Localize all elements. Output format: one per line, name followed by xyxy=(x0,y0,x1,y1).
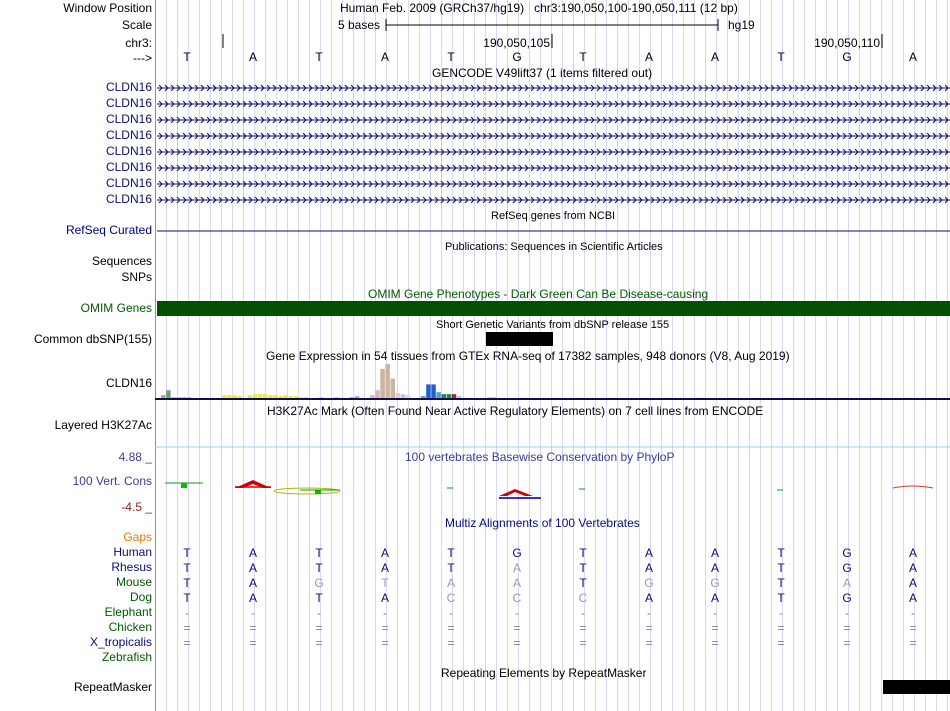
multiz-base: - xyxy=(713,606,717,620)
multiz-alignment[interactable] xyxy=(155,528,950,663)
multiz-species-label[interactable]: Rhesus xyxy=(111,560,152,574)
multiz-base: T xyxy=(183,576,191,590)
gtex-tissue-bar xyxy=(350,397,355,398)
gtex-tissue-bar xyxy=(355,396,360,398)
multiz-base: = xyxy=(579,636,587,650)
h3k27ac-label[interactable]: Layered H3K27Ac xyxy=(54,418,152,432)
window-position-value: Human Feb. 2009 (GRCh37/hg19) chr3:190,050,100-190,050,111 (12 bp) xyxy=(340,1,738,15)
multiz-base: T xyxy=(579,576,587,590)
ruler-base: A xyxy=(248,50,258,64)
multiz-base: A xyxy=(710,561,720,575)
multiz-base: A xyxy=(842,576,852,590)
multiz-base: = xyxy=(183,621,191,635)
multiz-base: A xyxy=(380,591,390,605)
gtex-tissue-bar xyxy=(278,396,283,398)
multiz-species-label[interactable]: Mouse xyxy=(115,575,152,589)
multiz-base: T xyxy=(315,561,323,575)
multiz-base: T xyxy=(315,591,323,605)
multiz-base: = xyxy=(645,636,653,650)
multiz-base: A xyxy=(710,591,720,605)
gencode-gene-label[interactable]: CLDN16 xyxy=(105,128,152,142)
publications-sequences-label[interactable]: Sequences xyxy=(91,254,152,268)
gtex-bar-chart[interactable] xyxy=(155,360,950,402)
multiz-base: A xyxy=(248,546,258,560)
multiz-base: - xyxy=(779,606,783,620)
multiz-base: A xyxy=(248,576,258,590)
dbsnp-label[interactable]: Common dbSNP(155) xyxy=(33,332,152,346)
phylop-mark xyxy=(274,488,340,494)
multiz-species-label[interactable]: Elephant xyxy=(104,605,152,619)
gtex-tissue-bar xyxy=(289,396,294,398)
gencode-gene-label[interactable]: CLDN16 xyxy=(105,192,152,206)
gtex-tissue-bar xyxy=(171,397,176,398)
gtex-tissue-bar xyxy=(294,396,299,398)
gtex-tissue-bar xyxy=(304,397,309,398)
multiz-base: A xyxy=(380,546,390,560)
multiz-base: T xyxy=(183,591,191,605)
gtex-tissue-bar xyxy=(176,397,181,398)
ruler-coord-label: 190,050,105 xyxy=(483,36,550,50)
multiz-base: C xyxy=(446,591,456,605)
refseq-label[interactable]: RefSeq Curated xyxy=(65,223,152,237)
multiz-base: - xyxy=(647,606,651,620)
gencode-gene-label[interactable]: CLDN16 xyxy=(105,144,152,158)
phylop-mark xyxy=(315,490,321,494)
multiz-base: = xyxy=(315,621,323,635)
multiz-base: G xyxy=(842,591,852,605)
multiz-base: - xyxy=(251,606,255,620)
phylop-mark xyxy=(893,486,933,488)
gtex-tissue-bar xyxy=(442,394,447,398)
multiz-base: G xyxy=(842,546,852,560)
multiz-base: A xyxy=(512,576,522,590)
scale-label: Scale xyxy=(121,18,152,32)
gtex-tissue-bar xyxy=(421,396,426,398)
phylop-plot[interactable] xyxy=(155,470,950,510)
multiz-base: A xyxy=(644,561,654,575)
multiz-base: A xyxy=(908,546,918,560)
multiz-base: T xyxy=(777,576,785,590)
gtex-tissue-bar xyxy=(263,394,268,398)
multiz-species-label[interactable]: Human xyxy=(113,545,152,559)
multiz-base: = xyxy=(645,621,653,635)
gtex-tissue-bar xyxy=(375,390,380,398)
gtex-tissue-bar xyxy=(380,369,385,398)
multiz-base: T xyxy=(183,561,191,575)
phylop-mark xyxy=(181,483,187,488)
multiz-species-label[interactable]: Dog xyxy=(129,590,152,604)
multiz-base: T xyxy=(183,546,191,560)
gencode-gene-label[interactable]: CLDN16 xyxy=(105,176,152,190)
multiz-base: A xyxy=(446,576,456,590)
ruler-base: T xyxy=(315,50,323,64)
strand-label: ---> xyxy=(133,51,152,65)
multiz-base: T xyxy=(777,591,785,605)
gencode-gene-label[interactable]: CLDN16 xyxy=(105,112,152,126)
multiz-base: A xyxy=(908,591,918,605)
multiz-base: = xyxy=(249,636,257,650)
omim-track-title: OMIM Gene Phenotypes - Dark Green Can Be Disease-causing xyxy=(368,287,709,301)
gtex-tissue-bar xyxy=(181,397,186,398)
multiz-base: - xyxy=(515,606,519,620)
gencode-track-title: GENCODE V49lift37 (1 items filtered out) xyxy=(432,66,653,80)
multiz-base: C xyxy=(578,591,588,605)
multiz-base: = xyxy=(447,621,455,635)
phylop-label[interactable]: 100 Vert. Cons xyxy=(72,474,152,488)
gtex-tissue-bar xyxy=(238,396,243,398)
multiz-base: - xyxy=(581,606,585,620)
gtex-tissue-bar xyxy=(436,392,441,398)
multiz-base: A xyxy=(248,591,258,605)
multiz-base: G xyxy=(314,576,324,590)
multiz-base: = xyxy=(843,621,851,635)
phylop-ymin: -4.5 _ xyxy=(121,500,152,514)
repeatmasker-element[interactable] xyxy=(883,680,950,694)
ruler-base: G xyxy=(512,50,522,64)
repeatmasker-label[interactable]: RepeatMasker xyxy=(73,680,152,694)
multiz-base: - xyxy=(383,606,387,620)
gencode-gene-label[interactable]: CLDN16 xyxy=(105,96,152,110)
multiz-base: A xyxy=(908,576,918,590)
dbsnp-variant[interactable] xyxy=(486,332,553,346)
multiz-base: A xyxy=(644,591,654,605)
gtex-tissue-bar xyxy=(385,364,390,398)
gtex-tissue-bar xyxy=(299,397,304,398)
gtex-tissue-bar xyxy=(457,396,462,398)
multiz-base: A xyxy=(710,546,720,560)
omim-label[interactable]: OMIM Genes xyxy=(80,301,152,315)
multiz-base: - xyxy=(845,606,849,620)
gtex-tissue-bar xyxy=(391,379,396,398)
gtex-tissue-bar xyxy=(222,395,227,398)
multiz-base: = xyxy=(381,621,389,635)
multiz-base: A xyxy=(644,546,654,560)
gencode-transcripts[interactable] xyxy=(155,80,950,210)
ruler-base: G xyxy=(842,50,852,64)
multiz-base: T xyxy=(315,546,323,560)
phylop-ymax: 4.88 _ xyxy=(118,450,152,464)
gtex-tissue-bar xyxy=(232,395,237,398)
h3k27ac-baseline xyxy=(155,445,950,449)
gtex-tissue-bar xyxy=(166,390,171,398)
h3k27ac-track-title: H3K27Ac Mark (Often Found Near Active Regulatory Elements) on 7 cell lines from ENCODE xyxy=(267,404,764,418)
multiz-base: A xyxy=(248,561,258,575)
ruler-base: A xyxy=(380,50,390,64)
publications-snps-label[interactable]: SNPs xyxy=(121,270,152,284)
multiz-base: = xyxy=(777,621,785,635)
gtex-tissue-bar xyxy=(319,397,324,398)
gtex-tissue-bar xyxy=(452,394,457,398)
gtex-tissue-bar xyxy=(370,395,375,398)
multiz-base: C xyxy=(512,591,522,605)
multiz-species-label[interactable]: Zebrafish xyxy=(101,650,152,664)
gtex-tissue-bar xyxy=(406,395,411,398)
multiz-base: = xyxy=(711,621,719,635)
omim-feature-bar[interactable] xyxy=(157,301,950,316)
phylop-track-title: 100 vertebrates Basewise Conservation by PhyloP xyxy=(405,450,675,464)
multiz-base: = xyxy=(381,636,389,650)
multiz-species-label[interactable]: X_tropicalis xyxy=(89,635,152,649)
multiz-base: = xyxy=(909,621,917,635)
ruler-base: T xyxy=(447,50,455,64)
gtex-tissue-bar xyxy=(273,395,278,398)
gencode-gene-label[interactable]: CLDN16 xyxy=(105,80,152,94)
ruler-base: T xyxy=(579,50,587,64)
gtex-tissue-bar xyxy=(161,395,166,398)
gtex-tissue-bar xyxy=(187,397,192,398)
ruler-base: A xyxy=(644,50,654,64)
gtex-tissue-bar xyxy=(253,394,257,398)
gtex-tissue-bar xyxy=(283,395,288,398)
gencode-gene-label[interactable]: CLDN16 xyxy=(105,160,152,174)
gtex-tissue-bar xyxy=(268,395,273,398)
gtex-tissue-bar xyxy=(493,397,498,398)
ruler-base: T xyxy=(183,50,191,64)
gtex-tissue-bar xyxy=(334,397,339,398)
multiz-base: T xyxy=(579,561,587,575)
multiz-base: = xyxy=(315,636,323,650)
multiz-base: - xyxy=(317,606,321,620)
gtex-tissue-bar xyxy=(431,384,436,398)
multiz-base: T xyxy=(447,561,455,575)
gtex-tissue-bar xyxy=(248,395,253,398)
multiz-base: = xyxy=(843,636,851,650)
scale-assembly: hg19 xyxy=(728,18,755,32)
multiz-base: G xyxy=(644,576,654,590)
ruler-base: A xyxy=(908,50,918,64)
multiz-base: = xyxy=(249,621,257,635)
multiz-base: = xyxy=(711,636,719,650)
gtex-tissue-bar xyxy=(401,394,406,398)
refseq-line[interactable] xyxy=(155,229,950,233)
multiz-base: = xyxy=(183,636,191,650)
multiz-base: = xyxy=(909,636,917,650)
multiz-track-title: Multiz Alignments of 100 Vertebrates xyxy=(445,516,640,530)
multiz-base: G xyxy=(842,561,852,575)
gtex-tissue-bar xyxy=(487,397,492,398)
gtex-tissue-bar xyxy=(447,394,452,398)
multiz-base: - xyxy=(185,606,189,620)
refseq-track-title: RefSeq genes from NCBI xyxy=(491,210,616,222)
multiz-base: A xyxy=(380,561,390,575)
scale-bases: 5 bases xyxy=(338,18,381,32)
ruler-base: T xyxy=(777,50,785,64)
multiz-base: - xyxy=(449,606,453,620)
multiz-base: G xyxy=(710,576,720,590)
gtex-tissue-bar xyxy=(258,394,263,398)
ruler-base: A xyxy=(710,50,720,64)
gtex-tissue-bar xyxy=(227,395,232,398)
multiz-base: = xyxy=(447,636,455,650)
ruler-coord-label: 190,050,110 xyxy=(814,36,880,50)
publications-track-title: Publications: Sequences in Scientific Articles xyxy=(445,241,663,253)
phylop-mark xyxy=(499,489,533,496)
multiz-base: = xyxy=(513,636,521,650)
window-position-label: Window Position xyxy=(63,1,152,15)
gtex-label[interactable]: CLDN16 xyxy=(105,376,152,390)
gtex-tissue-bar xyxy=(396,393,401,398)
multiz-base: T xyxy=(381,576,389,590)
multiz-base: - xyxy=(911,606,915,620)
multiz-base: T xyxy=(777,546,785,560)
multiz-base: = xyxy=(579,621,587,635)
gtex-track-title: Gene Expression in 54 tissues from GTEx RNA-seq of 17382 samples, 948 donors (V8, Aug 2019) xyxy=(266,349,790,363)
multiz-base: T xyxy=(447,546,455,560)
multiz-base: A xyxy=(908,561,918,575)
multiz-species-label[interactable]: Gaps xyxy=(123,530,152,544)
multiz-base: = xyxy=(513,621,521,635)
multiz-base: A xyxy=(512,561,522,575)
multiz-base: T xyxy=(777,561,785,575)
multiz-base: G xyxy=(512,546,522,560)
multiz-base: T xyxy=(579,546,587,560)
dbsnp-track-title: Short Genetic Variants from dbSNP release 155 xyxy=(436,319,670,331)
multiz-species-label[interactable]: Chicken xyxy=(108,620,152,634)
repeatmasker-track-title: Repeating Elements by RepeatMasker xyxy=(441,666,647,680)
multiz-base: = xyxy=(777,636,785,650)
chrom-label: chr3: xyxy=(125,36,152,50)
gtex-tissue-bar xyxy=(426,384,431,398)
